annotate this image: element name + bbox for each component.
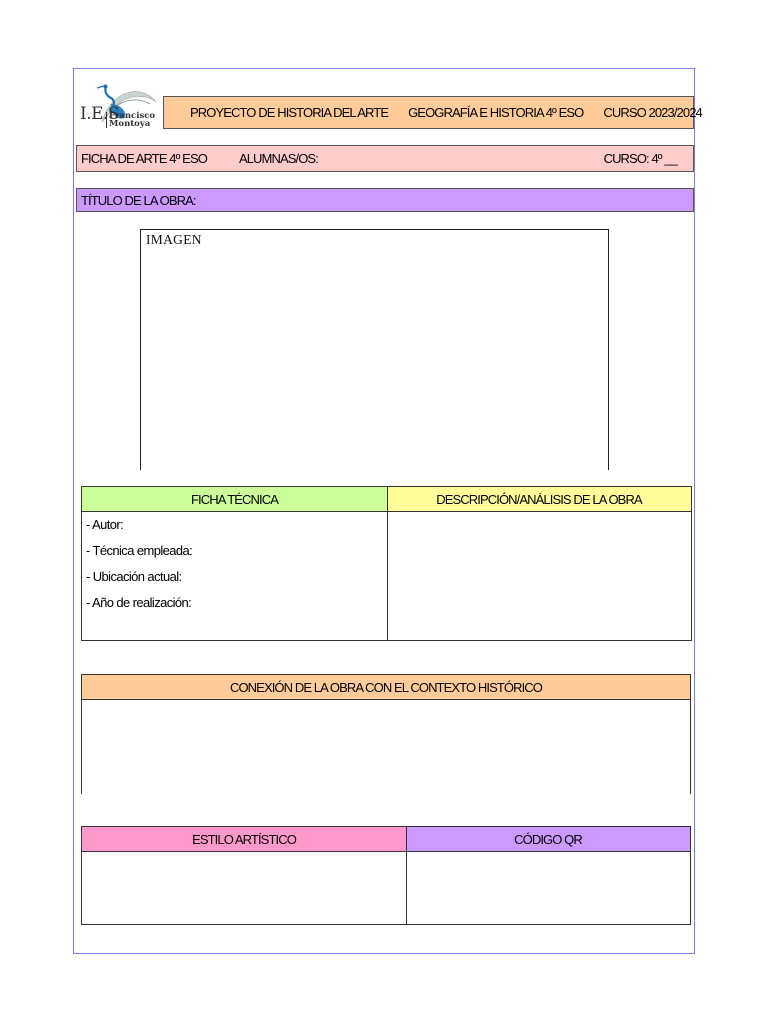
historical-context-header: CONEXIÓN DE LA OBRA CON EL CONTEXTO HISTÓRICO [82,675,690,700]
logo-ies-text: I.E.S [80,104,120,124]
ficha-label: FICHA DE ARTE 4º ESO [81,151,207,166]
list-item: - Autor: [86,517,124,532]
students-field[interactable]: ALUMNAS/OS: [238,151,318,166]
header-bar [163,96,702,129]
list-item: - Ubicación actual: [86,569,182,584]
image-placeholder[interactable] [140,229,609,470]
artistic-style-header: ESTILO ARTÍSTICO [82,827,406,852]
description-header: DESCRIPCIÓN/ANÁLISIS DE LA OBRA [387,487,691,512]
subject-label: GEOGRAFÍA E HISTORIA 4º ESO [408,105,584,120]
school-logo [80,82,160,132]
course-year: CURSO 2023/2024 [603,105,702,120]
qr-code-cell[interactable] [407,852,690,924]
historical-context-cell[interactable] [82,700,690,794]
project-title: PROYECTO DE HISTORIA DEL ARTE [190,105,389,120]
title-label: TÍTULO DE LA OBRA: [81,192,196,208]
historical-context-table [81,674,691,794]
logo-school-name: Francisco Montoya [106,112,155,128]
style-qr-table [81,826,691,925]
list-item: - Técnica empleada: [86,543,193,558]
technical-sheet-header: FICHA TÉCNICA [82,487,387,512]
description-cell[interactable] [388,512,691,640]
artistic-style-cell[interactable] [82,852,406,924]
course-field[interactable]: CURSO: 4º __ [603,151,677,166]
title-field[interactable] [76,188,694,212]
technical-sheet-list [86,516,192,620]
student-info-bar [76,145,694,172]
qr-code-header: CÓDIGO QR [406,827,690,852]
technical-sheet-table [81,486,692,641]
technical-sheet-cell[interactable] [82,512,387,640]
list-item: - Año de realización: [86,595,192,610]
image-label: IMAGEN [146,232,202,247]
